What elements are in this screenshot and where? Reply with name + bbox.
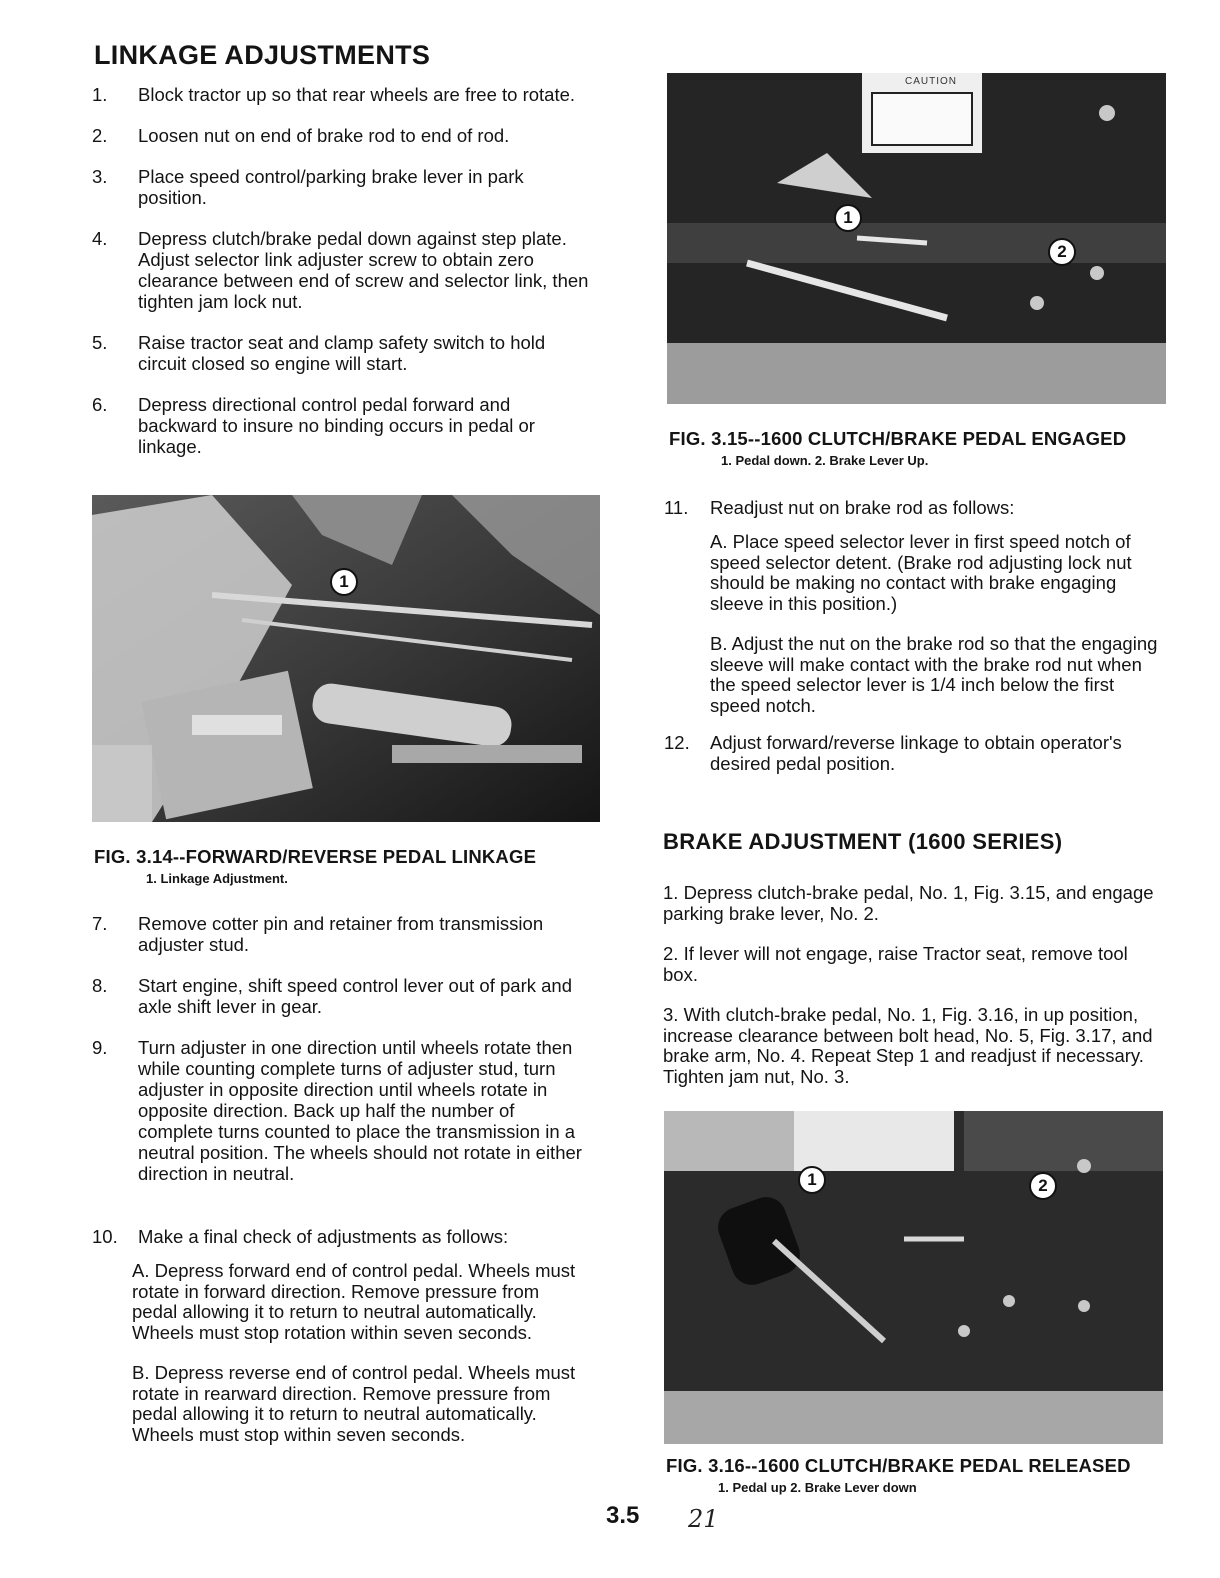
step-text: Raise tractor seat and clamp safety switch to hold circuit closed so engine will start. xyxy=(138,332,546,374)
step-item xyxy=(92,913,590,955)
step-text: Adjust forward/reverse linkage to obtain operator's desired pedal position. xyxy=(710,732,1122,774)
fig-3-16-caption xyxy=(666,1455,1166,1495)
step-11-a: A. Place speed selector lever in first speed notch of speed selector detent. (Brake rod adjusting lock nut should be making no contact with brake engaging sleeve in this position.) xyxy=(710,531,1132,614)
fig-3-15-caption xyxy=(669,428,1169,468)
brake-paragraph: 1. Depress clutch-brake pedal, No. 1, Fig. 3.15, and engage parking brake lever, No. 2. xyxy=(663,882,1154,924)
step-10-a: A. Depress forward end of control pedal. Wheels must rotate in forward direction. Remove pressure from pedal allowing it to return to neutral automatically. Wheels must stop rotation within seven seconds. xyxy=(132,1260,576,1343)
step-number: 4. xyxy=(92,228,108,249)
step-text: Depress clutch/brake pedal down against step plate. Adjust selector link adjuster screw to obtain zero clearance between end of screw and selector link, then tighten jam lock nut. xyxy=(138,228,589,312)
caution-label: CAUTION xyxy=(905,76,957,87)
step-item xyxy=(92,84,590,105)
fig-3-15-legend: 1. Pedal down. 2. Brake Lever Up. xyxy=(721,453,929,468)
fig-3-16-legend: 1. Pedal up 2. Brake Lever down xyxy=(718,1480,917,1495)
step-10-b: B. Depress reverse end of control pedal. Wheels must rotate in rearward direction. Remove pressure from pedal allowing it to return to neutral automatically. Wheels must stop within seven seconds. xyxy=(132,1362,576,1445)
step-number: 9. xyxy=(92,1037,108,1058)
brake-adjustment-text xyxy=(663,883,1161,1107)
fig-3-16-title: FIG. 3.16--1600 CLUTCH/BRAKE PEDAL RELEASED xyxy=(666,1455,1131,1476)
step-text: Turn adjuster in one direction until wheels rotate then while counting complete turns of adjuster stud, turn adjuster in opposite direction until wheels rotate in opposite direction. Back up half the number of complete turns counted to place the transmission in a neutral position. The wheels should not rotate in either direction in neutral. xyxy=(138,1037,582,1184)
step-item xyxy=(92,1037,590,1184)
step-text: Make a final check of adjustments as follows: xyxy=(138,1226,509,1247)
step-text: Block tractor up so that rear wheels are free to rotate. xyxy=(138,84,576,105)
fig-3-14-caption xyxy=(94,846,594,886)
brake-rod-step-11 xyxy=(664,497,1160,794)
linkage-steps-1-6 xyxy=(92,84,590,477)
fig-3-16-callout-2: 2 xyxy=(1029,1172,1057,1200)
fig-3-15-title: FIG. 3.15--1600 CLUTCH/BRAKE PEDAL ENGAGED xyxy=(669,428,1127,449)
fig-3-15-photo xyxy=(667,73,1166,404)
step-number: 6. xyxy=(92,394,108,415)
step-number: 3. xyxy=(92,166,108,187)
step-text: Readjust nut on brake rod as follows: xyxy=(710,497,1015,518)
step-text: Place speed control/parking brake lever in park position. xyxy=(138,166,524,208)
page-number: 3.5 xyxy=(606,1502,640,1529)
step-item xyxy=(92,125,590,146)
fig-3-14-callout-1: 1 xyxy=(330,568,358,596)
brake-paragraph: 3. With clutch-brake pedal, No. 1, Fig. 3.16, in up position, increase clearance between bolt head, No. 5, Fig. 3.17, and brake arm, No. 4. Repeat Step 1 and readjust if necessary. Tighten jam nut, No. 3. xyxy=(663,1004,1153,1087)
fig-3-14-photo xyxy=(92,495,600,822)
fig-3-15-callout-1: 1 xyxy=(834,204,862,232)
fig-3-15-callout-2: 2 xyxy=(1048,238,1076,266)
step-item xyxy=(92,975,590,1017)
step-text: Start engine, shift speed control lever out of park and axle shift lever in gear. xyxy=(138,975,572,1017)
fig-3-14-title: FIG. 3.14--FORWARD/REVERSE PEDAL LINKAGE xyxy=(94,846,537,867)
step-number: 7. xyxy=(92,913,108,934)
step-text: Depress directional control pedal forward and backward to insure no binding occurs in pedal or linkage. xyxy=(138,394,535,457)
step-item xyxy=(92,394,590,457)
linkage-step-10 xyxy=(92,1226,584,1465)
step-number: 2. xyxy=(92,125,108,146)
step-number: 10. xyxy=(92,1226,118,1247)
brake-paragraph: 2. If lever will not engage, raise Tractor seat, remove tool box. xyxy=(663,943,1128,985)
section-title-brake: BRAKE ADJUSTMENT (1600 SERIES) xyxy=(663,829,1063,854)
step-item xyxy=(92,332,590,374)
step-text: Remove cotter pin and retainer from transmission adjuster stud. xyxy=(138,913,544,955)
step-item xyxy=(92,228,590,312)
fig-3-14-legend: 1. Linkage Adjustment. xyxy=(146,871,288,886)
fig-3-16-photo xyxy=(664,1111,1163,1444)
step-item xyxy=(92,166,590,208)
step-number: 8. xyxy=(92,975,108,996)
step-text: Loosen nut on end of brake rod to end of rod. xyxy=(138,125,510,146)
fig-3-16-callout-1: 1 xyxy=(798,1166,826,1194)
step-number: 1. xyxy=(92,84,108,105)
step-number: 12. xyxy=(664,732,690,753)
section-title-linkage: LINKAGE ADJUSTMENTS xyxy=(94,40,431,70)
handwritten-page-number: 21 xyxy=(688,1505,719,1533)
step-number: 11. xyxy=(664,497,689,518)
step-11-b: B. Adjust the nut on the brake rod so that the engaging sleeve will make contact with the brake rod nut when the speed selector lever is 1/4 inch below the first speed notch. xyxy=(710,633,1158,716)
step-number: 5. xyxy=(92,332,108,353)
linkage-steps-7-9 xyxy=(92,913,590,1204)
